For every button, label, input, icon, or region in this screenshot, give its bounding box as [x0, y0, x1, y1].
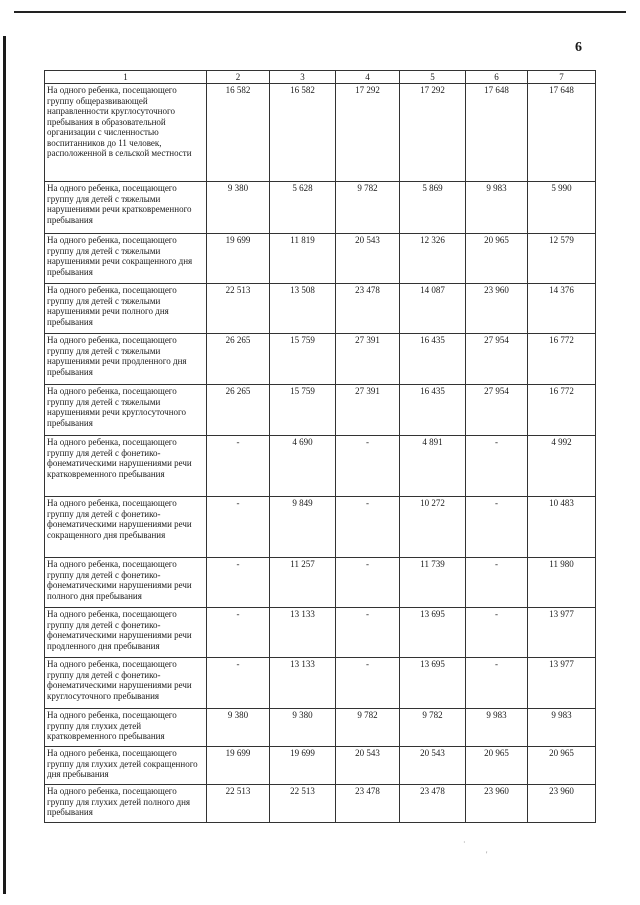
scan-speck: ' [486, 850, 488, 859]
row-value: 10 483 [528, 497, 596, 558]
row-value: 15 759 [270, 385, 336, 436]
row-value: 10 272 [400, 497, 466, 558]
row-label: На одного ребенка, посещающего группу для глухих детей кратковременного пребывания [45, 709, 207, 747]
row-value: 11 739 [400, 558, 466, 608]
row-value: 9 983 [466, 709, 528, 747]
row-value: 9 849 [270, 497, 336, 558]
row-value: 17 648 [466, 84, 528, 182]
row-value: 22 513 [207, 785, 270, 823]
column-header: 4 [336, 71, 400, 84]
row-value: - [207, 497, 270, 558]
row-value: 16 435 [400, 385, 466, 436]
table-row [45, 234, 596, 284]
table-row [45, 747, 596, 785]
row-value: 5 869 [400, 182, 466, 234]
row-value: - [207, 558, 270, 608]
row-value: - [466, 608, 528, 658]
row-value: 27 391 [336, 385, 400, 436]
row-value: 9 782 [400, 709, 466, 747]
table-row [45, 385, 596, 436]
row-value: 4 690 [270, 436, 336, 497]
row-value: - [466, 436, 528, 497]
row-label: На одного ребенка, посещающего группу общеразвивающей направленности круглосуточного пребывания в образовательной организации с численностью воспитанников до 11 человек, расположенной в сельской местности [45, 84, 207, 182]
row-value: 13 695 [400, 658, 466, 709]
row-value: 9 782 [336, 182, 400, 234]
row-value: 17 292 [336, 84, 400, 182]
row-value: - [336, 608, 400, 658]
page-number: 6 [575, 40, 582, 55]
table-row [45, 608, 596, 658]
row-value: 5 628 [270, 182, 336, 234]
row-value: 9 983 [528, 709, 596, 747]
scan-speck: · [463, 838, 466, 847]
table-row [45, 84, 596, 182]
row-value: 20 543 [336, 747, 400, 785]
table-row [45, 436, 596, 497]
row-value: - [207, 608, 270, 658]
table-row [45, 334, 596, 385]
column-header: 2 [207, 71, 270, 84]
row-value: 20 965 [466, 234, 528, 284]
row-label: На одного ребенка, посещающего группу для детей с фонетико-фонематическими нарушениями речи полного дня пребывания [45, 558, 207, 608]
row-label: На одного ребенка, посещающего группу для детей с фонетико-фонематическими нарушениями речи продленного дня пребывания [45, 608, 207, 658]
row-value: - [336, 658, 400, 709]
row-value: 14 376 [528, 284, 596, 334]
row-value: 11 819 [270, 234, 336, 284]
column-header: 5 [400, 71, 466, 84]
table-row [45, 284, 596, 334]
row-value: 26 265 [207, 334, 270, 385]
row-value: 20 965 [466, 747, 528, 785]
table-row [45, 709, 596, 747]
row-value: 5 990 [528, 182, 596, 234]
row-value: 16 772 [528, 385, 596, 436]
table-row [45, 497, 596, 558]
row-value: 9 380 [207, 709, 270, 747]
row-value: 23 960 [466, 785, 528, 823]
column-header: 7 [528, 71, 596, 84]
row-label: На одного ребенка, посещающего группу для детей с фонетико-фонематическими нарушениями речи сокращенного дня пребывания [45, 497, 207, 558]
column-header: 3 [270, 71, 336, 84]
row-value: 13 977 [528, 658, 596, 709]
row-value: 27 391 [336, 334, 400, 385]
row-value: 26 265 [207, 385, 270, 436]
row-label: На одного ребенка, посещающего группу для детей с фонетико-фонематическими нарушениями речи кратковременного пребывания [45, 436, 207, 497]
row-value: 16 772 [528, 334, 596, 385]
row-value: - [207, 658, 270, 709]
row-label: На одного ребенка, посещающего группу для детей с тяжелыми нарушениями речи полного дня пребывания [45, 284, 207, 334]
row-value: 22 513 [270, 785, 336, 823]
tariff-table [44, 70, 596, 823]
row-value: 4 891 [400, 436, 466, 497]
row-value: 19 699 [207, 234, 270, 284]
row-value: - [336, 436, 400, 497]
row-value: 23 960 [466, 284, 528, 334]
table-row [45, 785, 596, 823]
column-header: 6 [466, 71, 528, 84]
row-label: На одного ребенка, посещающего группу для детей с тяжелыми нарушениями речи продленного дня пребывания [45, 334, 207, 385]
row-value: 27 954 [466, 334, 528, 385]
row-value: 20 543 [336, 234, 400, 284]
table-header-row [45, 71, 596, 84]
row-label: На одного ребенка, посещающего группу для детей с тяжелыми нарушениями речи сокращенного дня пребывания [45, 234, 207, 284]
row-value: 20 965 [528, 747, 596, 785]
row-value: 9 380 [207, 182, 270, 234]
row-value: 16 435 [400, 334, 466, 385]
table-row [45, 558, 596, 608]
column-header: 1 [45, 71, 207, 84]
row-value: 9 983 [466, 182, 528, 234]
row-value: 13 508 [270, 284, 336, 334]
row-value: 19 699 [270, 747, 336, 785]
row-label: На одного ребенка, посещающего группу для глухих детей полного дня пребывания [45, 785, 207, 823]
row-value: 27 954 [466, 385, 528, 436]
row-label: На одного ребенка, посещающего группу для глухих детей сокращенного дня пребывания [45, 747, 207, 785]
row-label: На одного ребенка, посещающего группу для детей с тяжелыми нарушениями речи кратковременного пребывания [45, 182, 207, 234]
row-value: 15 759 [270, 334, 336, 385]
row-value: 22 513 [207, 284, 270, 334]
row-value: 12 579 [528, 234, 596, 284]
row-value: 19 699 [207, 747, 270, 785]
table-row [45, 658, 596, 709]
row-value: 23 478 [400, 785, 466, 823]
row-value: 14 087 [400, 284, 466, 334]
row-value: 13 695 [400, 608, 466, 658]
row-label: На одного ребенка, посещающего группу для детей с тяжелыми нарушениями речи круглосуточного пребывания [45, 385, 207, 436]
row-value: 13 133 [270, 608, 336, 658]
row-value: 4 992 [528, 436, 596, 497]
table-row [45, 182, 596, 234]
binding-edge-bar [3, 36, 6, 894]
row-value: 20 543 [400, 747, 466, 785]
row-value: - [466, 497, 528, 558]
row-value: - [336, 497, 400, 558]
top-rule [14, 11, 626, 13]
row-value: 12 326 [400, 234, 466, 284]
row-value: 11 257 [270, 558, 336, 608]
row-value: - [207, 436, 270, 497]
row-value: 9 782 [336, 709, 400, 747]
row-value: 17 648 [528, 84, 596, 182]
row-value: - [466, 658, 528, 709]
row-value: 13 977 [528, 608, 596, 658]
row-value: 16 582 [270, 84, 336, 182]
row-value: 23 478 [336, 785, 400, 823]
row-value: 16 582 [207, 84, 270, 182]
row-value: 13 133 [270, 658, 336, 709]
row-value: 9 380 [270, 709, 336, 747]
row-value: 11 980 [528, 558, 596, 608]
row-value: 17 292 [400, 84, 466, 182]
row-value: - [466, 558, 528, 608]
row-value: - [336, 558, 400, 608]
row-label: На одного ребенка, посещающего группу для детей с фонетико-фонематическими нарушениями речи круглосуточного пребывания [45, 658, 207, 709]
row-value: 23 478 [336, 284, 400, 334]
row-value: 23 960 [528, 785, 596, 823]
